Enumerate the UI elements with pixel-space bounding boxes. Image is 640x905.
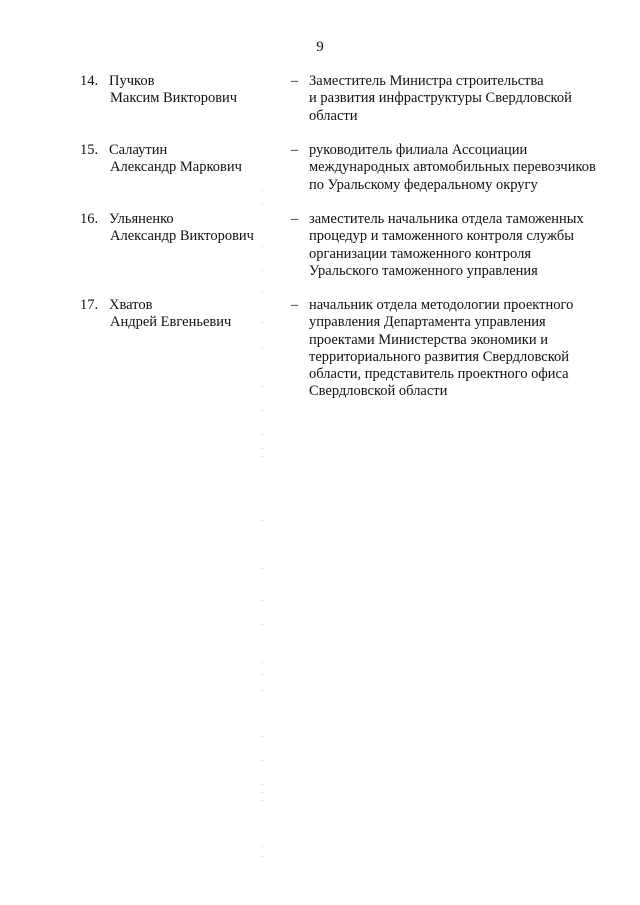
scan-dot	[262, 520, 263, 521]
person-name	[109, 297, 231, 332]
surname: Ульяненко	[109, 211, 174, 227]
scan-dot	[262, 690, 263, 691]
description-line: Заместитель Министра строительства	[309, 73, 544, 89]
entry-number: 15.	[80, 142, 99, 158]
dash-separator: –	[291, 73, 299, 89]
scan-dot	[262, 456, 263, 457]
scan-dot	[262, 386, 263, 387]
surname: Салаутин	[109, 142, 168, 158]
surname: Хватов	[109, 297, 153, 313]
scan-dot	[262, 270, 263, 271]
scan-dot	[262, 410, 263, 411]
scan-dot	[262, 784, 263, 785]
scan-dot	[262, 736, 263, 737]
description-line: заместитель начальника отдела таможенных	[309, 211, 584, 227]
position-description	[309, 297, 619, 401]
description-line: управления Департамента управления	[309, 314, 546, 331]
position-description	[309, 73, 619, 125]
description-line: руководитель филиала Ассоциации	[309, 142, 528, 158]
scan-dot	[262, 246, 263, 247]
entry-number: 14.	[80, 73, 99, 89]
scan-dot	[262, 568, 263, 569]
description-line: проектами Министерства экономики и	[309, 331, 548, 348]
scan-artifact-dots	[262, 0, 264, 905]
scan-dot	[262, 856, 263, 857]
scan-dot	[262, 624, 263, 625]
scan-dot	[262, 674, 263, 675]
given-names: Андрей Евгеньевич	[110, 314, 232, 331]
scan-dot	[262, 846, 263, 847]
scan-dot	[262, 792, 263, 793]
scan-dot	[262, 203, 263, 204]
entry-number: 16.	[80, 211, 99, 227]
given-names: Александр Викторович	[110, 228, 254, 245]
scan-dot	[262, 760, 263, 761]
description-line: начальник отдела методологии проектного	[309, 297, 574, 313]
dash-separator: –	[291, 142, 299, 158]
scan-dot	[262, 662, 263, 663]
entry-number: 17.	[80, 297, 99, 313]
description-line: и развития инфраструктуры Свердловской	[309, 90, 572, 107]
scan-dot	[262, 448, 263, 449]
description-line: организации таможенного контроля	[309, 245, 532, 262]
page-number: 9	[316, 39, 324, 55]
scan-dot	[262, 322, 263, 323]
person-name	[109, 142, 242, 177]
description-line: области	[309, 107, 358, 124]
description-line: Уральского таможенного управления	[309, 262, 538, 279]
position-description	[309, 142, 619, 194]
dash-separator: –	[291, 211, 299, 227]
surname: Пучков	[109, 73, 155, 89]
dash-separator: –	[291, 297, 299, 313]
given-names: Александр Маркович	[110, 159, 242, 176]
scan-dot	[262, 434, 263, 435]
description-line: международных автомобильных перевозчиков	[309, 159, 596, 176]
description-line: территориального развития Свердловской	[309, 348, 570, 365]
scan-dot	[262, 292, 263, 293]
description-line: по Уральскому федеральному округу	[309, 176, 538, 193]
scan-dot	[262, 348, 263, 349]
scan-dot	[262, 800, 263, 801]
description-line: процедур и таможенного контроля службы	[309, 228, 575, 245]
position-description	[309, 211, 619, 280]
description-line: Свердловской области	[309, 383, 448, 400]
description-line: области, представитель проектного офиса	[309, 366, 569, 383]
scan-dot	[262, 600, 263, 601]
scan-dot	[262, 190, 263, 191]
person-name	[109, 73, 237, 108]
given-names: Максим Викторович	[110, 90, 238, 107]
person-name	[109, 211, 254, 246]
